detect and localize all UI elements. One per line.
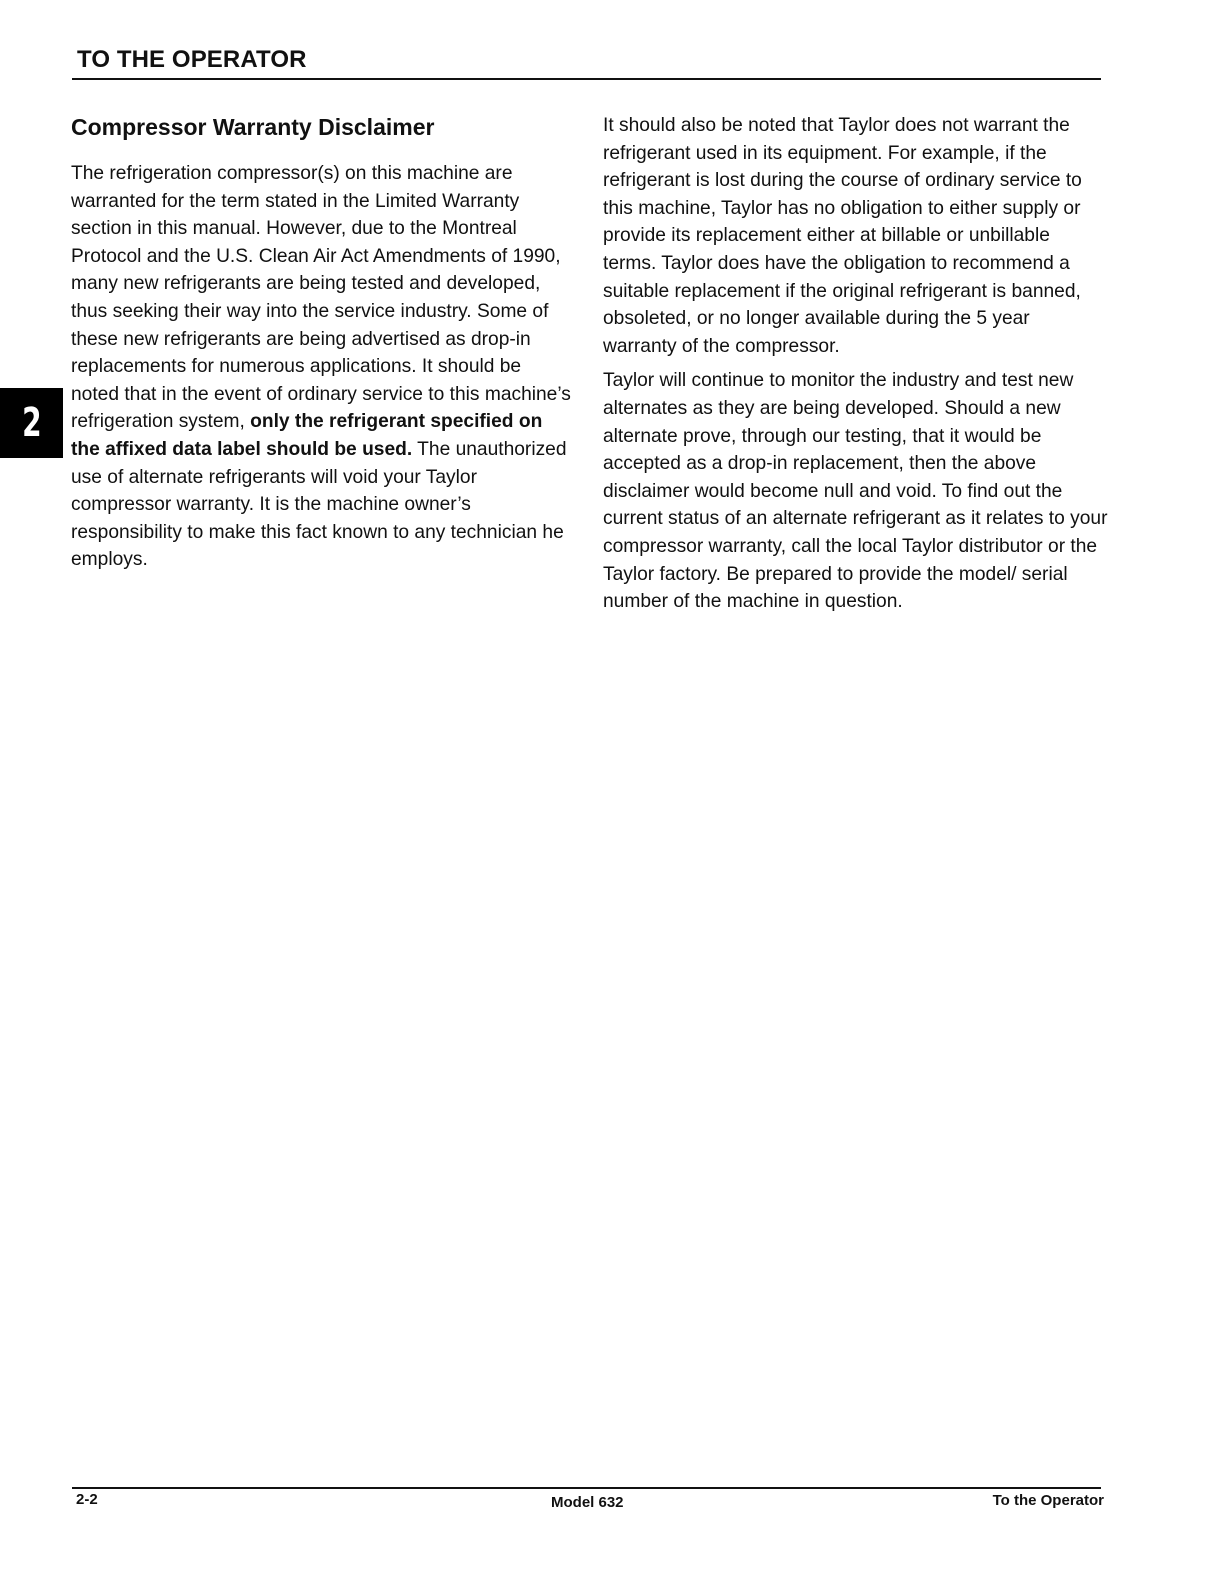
- footer-model: Model 632: [551, 1494, 624, 1511]
- right-column: [603, 112, 1108, 623]
- warranty-text-intro: The refrigeration compressor(s) on this machine are warranted for the term stated in the Limited Warranty section in this manual. However, due to the Montreal Protocol and the U.S. Clean Air Act Amendments of 1990, many new refrigerants are being tested and developed, thus seeking their way into the service industry. Some of these new refrigerants are being advertised as drop-in replacements for numerous applications. It should be noted that in the event of ordinary service to this machine’s refrigeration system,: [71, 163, 571, 433]
- footer-page-number: 2-2: [76, 1491, 98, 1508]
- warranty-paragraph: [71, 160, 571, 574]
- footer-divider: [72, 1487, 1101, 1489]
- chapter-tab: [0, 388, 63, 458]
- monitoring-paragraph: Taylor will continue to monitor the industry and test new alternates as they are being developed. Should a new alternate prove, through our testing, that it would be accepted as a drop-in replacement, then the above disclaimer would become null and void. To find out the current status of an alternate refrigerant as it relates to your compressor warranty, call the local Taylor distributor or the Taylor factory. Be prepared to provide the model/ serial number of the machine in question.: [603, 370, 1108, 613]
- section-header-title: TO THE OPERATOR: [77, 46, 307, 73]
- left-column: [71, 112, 571, 574]
- section-heading: Compressor Warranty Disclaimer: [71, 114, 435, 140]
- header-divider: [72, 78, 1101, 80]
- chapter-tab-number: 2: [21, 400, 42, 446]
- refrigerant-warranty-paragraph: It should also be noted that Taylor does not warrant the refrigerant used in its equipment. For example, if the refrigerant is lost during the course of ordinary service to this machine, Taylor has no obligation to either supply or provide its replacement either at billable or unbillable terms. Taylor does have the obligation to recommend a suitable replacement if the original refrigerant is banned, obsoleted, or no longer available during the 5 year warranty of the compressor.: [603, 115, 1082, 357]
- warranty-text-emphasis: only the refrigerant specified on the affixed data label should be used.: [71, 411, 543, 460]
- warranty-text-closing: The unauthorized use of alternate refrigerants will void your Taylor compressor warranty. It is the machine owner’s responsibility to make this fact known to any technician he employs.: [71, 438, 567, 571]
- footer-section-name: To the Operator: [992, 1492, 1104, 1509]
